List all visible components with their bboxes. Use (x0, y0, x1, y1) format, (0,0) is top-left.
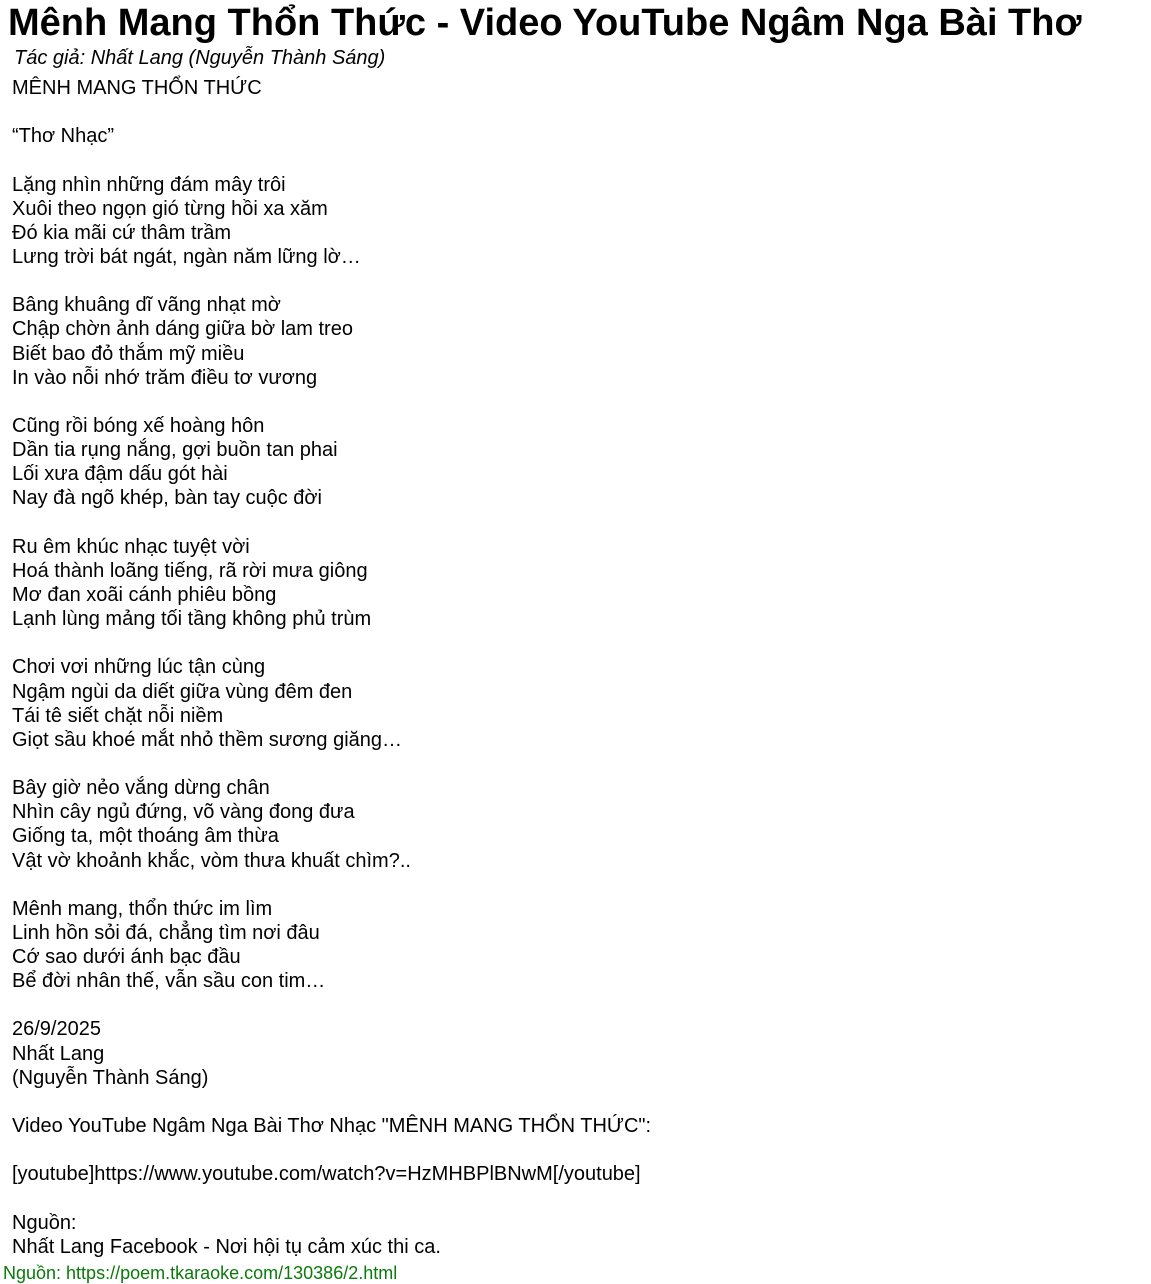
poem-line: Nay đà ngõ khép, bàn tay cuộc đời (12, 487, 322, 510)
poem-line: Nhất Lang Facebook - Nơi hội tụ cảm xúc thi ca. (12, 1235, 441, 1258)
poem-line: “Thơ Nhạc” (12, 125, 115, 148)
poem-line: Nhìn cây ngủ đứng, võ vàng đong đưa (12, 801, 355, 824)
poem-line: Bâng khuâng dĩ vãng nhạt mờ (12, 294, 281, 317)
blank-line (12, 873, 651, 897)
poem-line: Giống ta, một thoáng âm thừa (12, 825, 279, 848)
poem-line: (Nguyễn Thành Sáng) (12, 1066, 209, 1089)
poem-line: Xuôi theo ngọn gió từng hồi xa xăm (12, 197, 328, 220)
blank-line (12, 100, 651, 124)
author-line: Tác giả: Nhất Lang (Nguyễn Thành Sáng) (14, 47, 386, 69)
poem-line: Ngậm ngùi da diết giữa vùng đêm đen (12, 680, 353, 703)
poem-line: Hoá thành loãng tiếng, rã rời mưa giông (12, 559, 368, 582)
poem-line: Nhất Lang (12, 1042, 105, 1065)
poem-line: Cớ sao dưới ánh bạc đầu (12, 946, 241, 969)
blank-line (12, 511, 651, 535)
blank-line (12, 148, 651, 172)
blank-line (12, 390, 651, 414)
poem-line: MÊNH MANG THỔN THỨC (12, 77, 262, 99)
blank-line (12, 631, 651, 655)
poem-line: Mênh mang, thổn thức im lìm (12, 897, 273, 920)
poem-line: In vào nỗi nhớ trăm điều tơ vương (12, 366, 318, 389)
poem-line: Chơi vơi những lúc tận cùng (12, 656, 266, 679)
poem-line: Tái tê siết chặt nỗi niềm (12, 704, 224, 727)
blank-line (12, 1090, 651, 1114)
poem-line: [youtube]https://www.youtube.com/watch?v=HzMHBPlBNwM[/youtube] (12, 1163, 641, 1186)
blank-line (12, 269, 651, 293)
poem-line: Bây giờ nẻo vắng dừng chân (12, 777, 270, 800)
poem-line: Giọt sầu khoé mắt nhỏ thềm sương giăng… (12, 728, 403, 751)
blank-line (12, 1186, 651, 1210)
poem-line: Đó kia mãi cứ thâm trầm (12, 221, 231, 244)
poem-line: Dần tia rụng nắng, gợi buồn tan phai (12, 439, 338, 462)
poem-line: Lưng trời bát ngát, ngàn năm lững lờ… (12, 245, 361, 268)
source-footer: Nguồn: https://poem.tkaraoke.com/130386/2.html (3, 1263, 398, 1283)
page-title: Mênh Mang Thổn Thức - Video YouTube Ngâm Nga Bài Thơ (8, 2, 1082, 44)
poem-line: Vật vờ khoảnh khắc, vòm thưa khuất chìm?.. (12, 849, 411, 872)
poem-line: Ru êm khúc nhạc tuyệt vời (12, 535, 250, 558)
blank-line (12, 993, 651, 1017)
blank-line (12, 752, 651, 776)
poem-line: Chập chờn ảnh dáng giữa bờ lam treo (12, 318, 353, 341)
poem-line: Mơ đan xoãi cánh phiêu bồng (12, 583, 277, 606)
poem-line: Video YouTube Ngâm Nga Bài Thơ Nhạc "MÊNH MANG THỔN THỨC": (12, 1115, 652, 1138)
poem-line: Lối xưa đậm dấu gót hài (12, 463, 228, 486)
poem-line: 26/9/2025 (12, 1018, 101, 1041)
poem-line: Nguồn: (12, 1211, 77, 1234)
poem-line: Linh hồn sỏi đá, chẳng tìm nơi đâu (12, 921, 320, 944)
poem-body (12, 76, 651, 1259)
poem-line: Lạnh lùng mảng tối tầng không phủ trùm (12, 608, 372, 631)
poem-line: Biết bao đỏ thắm mỹ miều (12, 342, 245, 365)
blank-line (12, 1138, 651, 1162)
poem-line: Lặng nhìn những đám mây trôi (12, 173, 286, 196)
poem-line: Cũng rồi bóng xế hoàng hôn (12, 414, 265, 437)
poem-line: Bể đời nhân thế, vẫn sầu con tim… (12, 970, 326, 993)
